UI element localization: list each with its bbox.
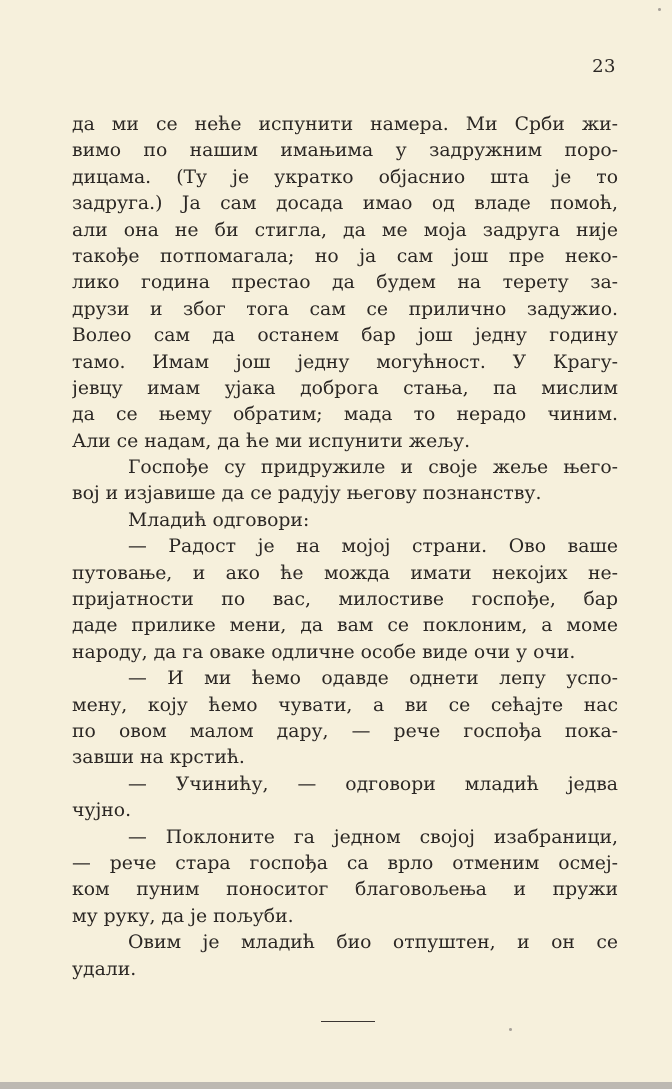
chapter-end-rule <box>321 1021 375 1022</box>
text-line: вој и изјавише да се радују његову познанству. <box>72 483 542 505</box>
page-number: 23 <box>592 56 616 77</box>
text-line: чујно. <box>72 800 132 822</box>
text-line: дицама. (Ту је укратко објаснио шта је то <box>72 166 618 188</box>
text-line: вимо по нашим имањима у задружним поро- <box>72 140 618 162</box>
text-line: тамо. Имам још једну могућност. У Крагу- <box>72 351 618 373</box>
text-line: — И ми ћемо одавде однети лепу успо- <box>128 668 618 690</box>
text-line: по овом малом дару, — рече госпођа пока- <box>72 720 618 742</box>
paper-speck <box>658 8 661 11</box>
text-line: пријатности по вас, милостиве госпође, бар <box>72 589 618 611</box>
text-line: путовање, и ако ће можда имати некојих не- <box>72 562 618 584</box>
page-bottom-edge <box>0 1082 672 1089</box>
text-line: даде прилике мени, да вам се поклоним, а моме <box>72 615 618 637</box>
text-line: — Учинићу, — одговори младић једва <box>128 773 618 795</box>
text-line: да ми се неће испунити намера. Ми Срби жи- <box>72 114 618 135</box>
text-line: Али се надам, да ће ми испунити жељу. <box>72 430 471 452</box>
text-line: да се њему обратим; мада то нерадо чиним. <box>72 404 618 426</box>
text-line: Волео сам да останем бар још једну годину <box>72 325 618 347</box>
text-line: завши на крстић. <box>72 747 245 769</box>
text-line: — Поклоните га једном својој изабраници, <box>128 826 618 848</box>
text-line: удали. <box>72 958 137 980</box>
text-line: — Радост је на мојој страни. Ово ваше <box>128 536 618 558</box>
text-line: Госпође су придружиле и своје жеље њего- <box>128 457 618 479</box>
text-line: Овим је младић био отпуштен, и он се <box>128 932 618 954</box>
text-line: народу, да га оваке одличне особе виде очи у очи. <box>72 641 576 663</box>
text-line: јевцу имам ујака доброга стања, па мислим <box>72 377 618 399</box>
text-line: задруга.) Ја сам досада имао од владе помоћ, <box>72 193 618 215</box>
text-line: мену, коју ћемо чувати, а ви се сећајте нас <box>72 694 618 716</box>
text-line: Младић одговори: <box>128 509 310 531</box>
text-line: — рече стара госпођа са врло отменим осмеј- <box>72 852 618 874</box>
body-text <box>72 112 618 983</box>
paper-speck <box>509 1028 512 1031</box>
text-line: такође потпомагала; но ја сам још пре неко- <box>72 245 618 267</box>
text-line: лико година престао да будем на терету за- <box>72 272 618 294</box>
text-line: ком пуним поноситог благовољења и пружи <box>72 879 618 901</box>
text-line: друзи и због тога сам се прилично задужио. <box>72 298 618 320</box>
text-line: али она не би стигла, да ме моја задруга није <box>72 219 618 241</box>
text-line: му руку, да је пољуби. <box>72 905 294 927</box>
